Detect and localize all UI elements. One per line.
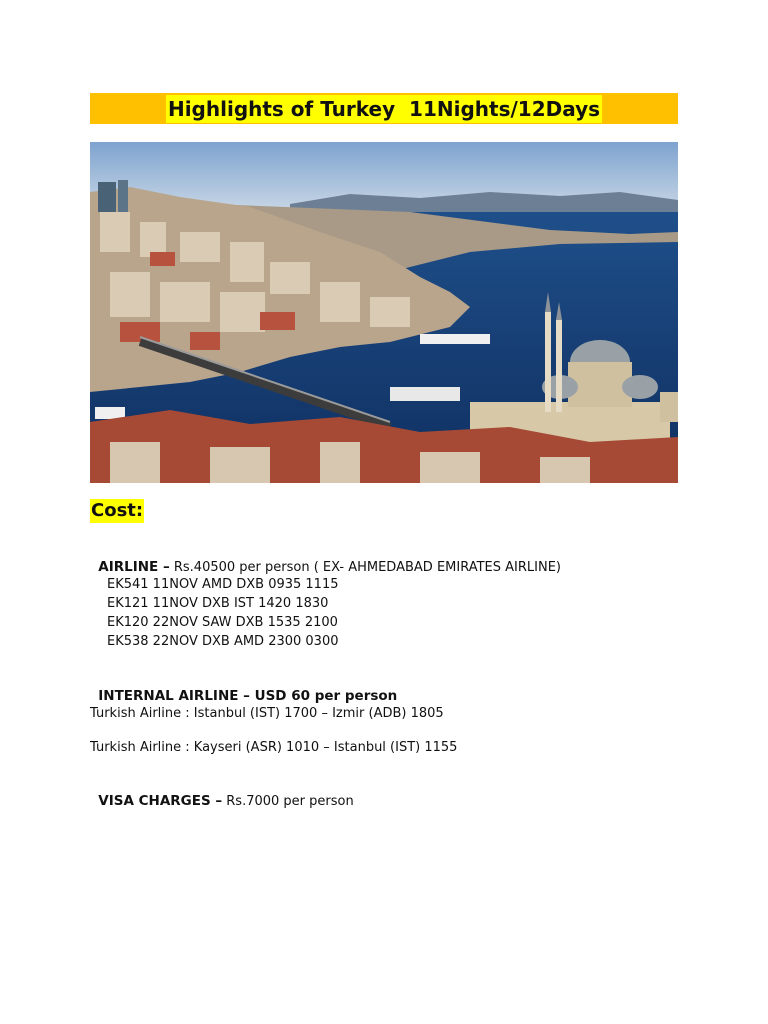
flight-item: EK120 22NOV SAW DXB 1535 2100 — [107, 615, 338, 630]
internal-flight-2: Turkish Airline : Kayseri (ASR) 1010 – Istanbul (IST) 1155 — [90, 740, 458, 755]
page-title: Highlights of Turkey 11Nights/12Days — [167, 96, 601, 121]
airline-line — [90, 540, 561, 577]
visa-label: VISA CHARGES – — [98, 793, 223, 809]
istanbul-photo — [90, 142, 678, 483]
visa-line — [90, 774, 354, 811]
airline-detail: Rs.40500 per person ( EX- AHMEDABAD EMIRATES AIRLINE) — [169, 560, 561, 575]
visa-detail: Rs.7000 per person — [222, 794, 354, 809]
flight-item: EK538 22NOV DXB AMD 2300 0300 — [107, 634, 339, 649]
internal-flight-1: Turkish Airline : Istanbul (IST) 1700 – Izmir (ADB) 1805 — [90, 706, 444, 721]
flight-item: EK541 11NOV AMD DXB 0935 1115 — [107, 577, 339, 592]
city-illustration — [90, 142, 678, 483]
flight-item: EK121 11NOV DXB IST 1420 1830 — [107, 596, 329, 611]
cost-heading: Cost: — [91, 500, 144, 521]
internal-airline-label: INTERNAL AIRLINE – USD 60 per person — [98, 688, 398, 704]
flight-list — [107, 575, 339, 651]
airline-label: AIRLINE – — [98, 559, 170, 575]
title-banner — [90, 93, 678, 124]
internal-airline-line — [90, 669, 397, 706]
